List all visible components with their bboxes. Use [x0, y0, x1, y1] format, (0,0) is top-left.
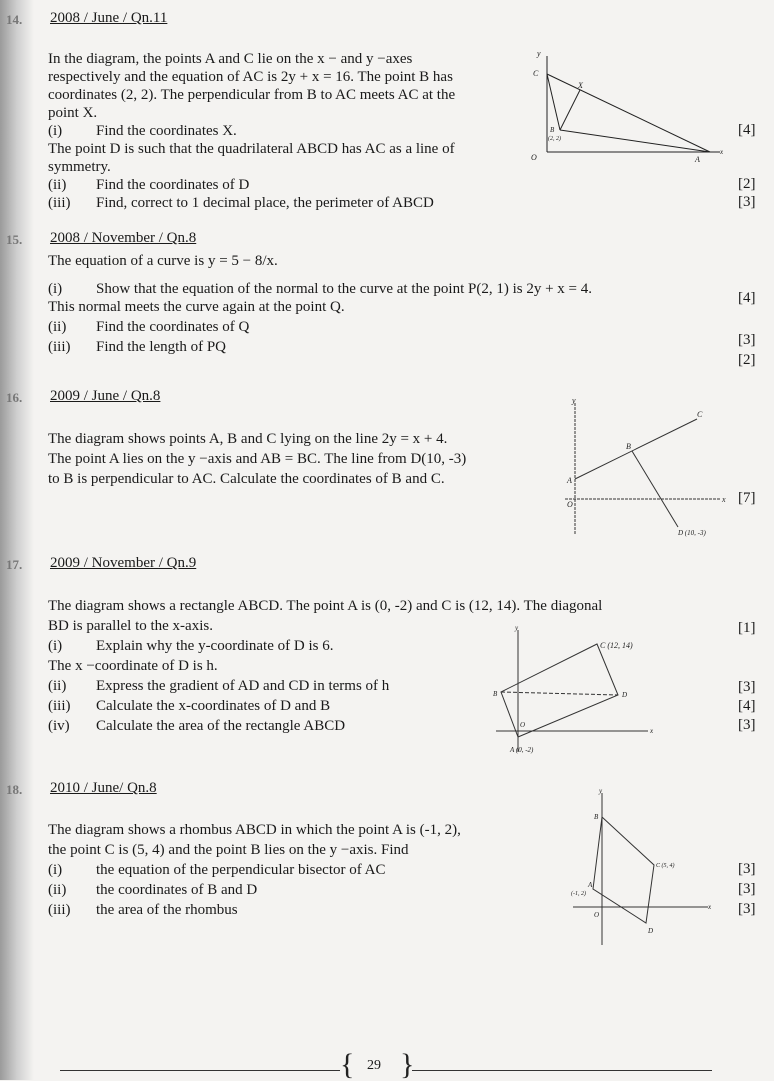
part-text: the equation of the perpendicular bisector of AC: [96, 862, 386, 878]
point-label: B: [594, 813, 599, 821]
question-heading: 2010 / June/ Qn.8: [50, 780, 157, 796]
part-text: Calculate the x-coordinates of D and B: [96, 698, 331, 714]
part-label: (iii): [48, 902, 71, 918]
question-number: 18.: [6, 782, 23, 797]
axis-label: y: [537, 49, 541, 58]
question-part: [48, 122, 237, 140]
line-bx: [560, 90, 580, 130]
question-part: [48, 338, 226, 356]
point-label: D: [622, 691, 628, 699]
question-number: 16.: [6, 390, 23, 405]
part-text: Find the length of PQ: [96, 339, 226, 355]
part-label: (iii): [48, 698, 71, 714]
footer-brace-right: }: [400, 1048, 415, 1081]
question-text: The x −coordinate of D is h.: [48, 658, 218, 674]
point-label: A (0, -2): [510, 746, 534, 754]
point-label: O: [594, 911, 600, 919]
point-label: B: [550, 126, 555, 134]
question-number: 15.: [6, 232, 23, 247]
marks: [2]: [738, 352, 756, 368]
question-text: The equation of a curve is y = 5 − 8/x.: [48, 253, 278, 269]
marks: [3]: [738, 194, 756, 210]
point-label: C: [697, 410, 703, 419]
part-text: Find the coordinates X.: [96, 123, 237, 139]
part-label: (i): [48, 123, 63, 139]
part-label: (ii): [48, 177, 67, 193]
point-label: C: [533, 69, 539, 78]
point-label: B: [626, 442, 631, 451]
question-text: The diagram shows a rectangle ABCD. The point A is (0, -2) and C is (12, 14). The diagonal: [48, 598, 603, 614]
part-label: (ii): [48, 678, 67, 694]
part-label: (iv): [48, 718, 70, 734]
question-heading: 2009 / November / Qn.9: [50, 555, 197, 571]
question-text: The diagram shows points A, B and C lying on the line 2y = x + 4.: [48, 431, 448, 447]
line-cb: [547, 74, 560, 130]
question-heading: 2008 / June / Qn.11: [50, 10, 168, 26]
point-label: (-1, 2): [571, 891, 586, 897]
point-label: C (12, 14): [600, 641, 633, 650]
point-label: A: [695, 155, 700, 164]
page-binding-shadow: [0, 0, 34, 1080]
question-number: 14.: [6, 12, 23, 27]
question-part: [48, 901, 238, 919]
question-part: [48, 318, 249, 336]
axis-label: x: [720, 148, 724, 156]
part-label: (ii): [48, 882, 67, 898]
question-heading: 2008 / November / Qn.8: [50, 230, 197, 246]
question-part: [48, 717, 345, 735]
axis-label: x: [708, 903, 712, 911]
footer-rule-left: [60, 1070, 340, 1071]
point-label: B: [493, 690, 498, 698]
question-text: respectively and the equation of AC is 2y + x = 16. The point B has: [48, 69, 453, 85]
question-number: 17.: [6, 557, 23, 572]
part-label: (iii): [48, 339, 71, 355]
marks: [1]: [738, 620, 756, 636]
question-text: symmetry.: [48, 159, 111, 175]
part-text: Explain why the y-coordinate of D is 6.: [96, 638, 334, 654]
marks: [3]: [738, 861, 756, 877]
marks: [3]: [738, 332, 756, 348]
axis-label: y: [599, 787, 603, 795]
question-part: [48, 194, 434, 212]
part-text: Find the coordinates of Q: [96, 319, 250, 335]
point-label: C (5, 4): [656, 863, 675, 869]
question-part: [48, 176, 249, 194]
question-text: The point A lies on the y −axis and AB = BC. The line from D(10, -3): [48, 451, 467, 467]
question-part: [48, 861, 386, 879]
point-label: O: [567, 500, 573, 509]
question-text: BD is parallel to the x-axis.: [48, 618, 213, 634]
part-text: Find, correct to 1 decimal place, the perimeter of ABCD: [96, 195, 434, 211]
part-label: (i): [48, 638, 63, 654]
diagram-q17: [488, 622, 658, 757]
marks: [3]: [738, 881, 756, 897]
point-label: X: [578, 81, 583, 90]
question-text: coordinates (2, 2). The perpendicular from B to AC meets AC at the: [48, 87, 456, 103]
question-part: [48, 280, 592, 298]
part-text: Find the coordinates of D: [96, 177, 250, 193]
part-text: the area of the rhombus: [96, 902, 238, 918]
point-label: A: [567, 476, 572, 485]
marks: [4]: [738, 122, 756, 138]
question-part: [48, 881, 257, 899]
diagram-q14: [525, 48, 725, 168]
marks: [7]: [738, 490, 756, 506]
question-text: the point C is (5, 4) and the point B lies on the y −axis. Find: [48, 842, 409, 858]
axis-label: y: [515, 624, 519, 632]
footer-brace-left: {: [340, 1048, 355, 1081]
axis-label: y: [572, 396, 576, 405]
part-label: (i): [48, 281, 63, 297]
axis-label: x: [650, 727, 654, 735]
question-part: [48, 677, 389, 695]
part-text: Show that the equation of the normal to the curve at the point P(2, 1) is 2y + x = 4.: [96, 281, 592, 297]
marks: [4]: [738, 698, 756, 714]
question-heading: 2009 / June / Qn.8: [50, 388, 161, 404]
diagram-q16: [560, 395, 730, 545]
question-text: point X.: [48, 105, 98, 121]
question-part: [48, 637, 333, 655]
part-text: Calculate the area of the rectangle ABCD: [96, 718, 346, 734]
diagram-q18: [568, 785, 718, 950]
question-text: This normal meets the curve again at the point Q.: [48, 299, 345, 315]
point-label: O: [520, 721, 526, 729]
point-label: D (10, -3): [678, 529, 706, 537]
point-label: D: [648, 927, 654, 935]
marks: [3]: [738, 717, 756, 733]
question-text: In the diagram, the points A and C lie on the x − and y −axes: [48, 51, 413, 67]
marks: [3]: [738, 679, 756, 695]
marks: [3]: [738, 901, 756, 917]
axis-label: x: [722, 495, 726, 504]
marks: [2]: [738, 176, 756, 192]
question-text: to B is perpendicular to AC. Calculate the coordinates of B and C.: [48, 471, 445, 487]
part-label: (iii): [48, 195, 71, 211]
question-text: The point D is such that the quadrilateral ABCD has AC as a line of: [48, 141, 455, 157]
point-label: O: [531, 153, 537, 162]
part-text: Express the gradient of AD and CD in terms of h: [96, 678, 390, 694]
marks: [4]: [738, 290, 756, 306]
question-text: The diagram shows a rhombus ABCD in which the point A is (-1, 2),: [48, 822, 461, 838]
part-label: (ii): [48, 319, 67, 335]
part-text: the coordinates of B and D: [96, 882, 258, 898]
point-label: (2, 2): [548, 136, 561, 142]
part-label: (i): [48, 862, 63, 878]
page-number: 29: [367, 1058, 381, 1073]
question-part: [48, 697, 330, 715]
point-label: A: [588, 881, 593, 889]
footer-rule-right: [412, 1070, 712, 1071]
